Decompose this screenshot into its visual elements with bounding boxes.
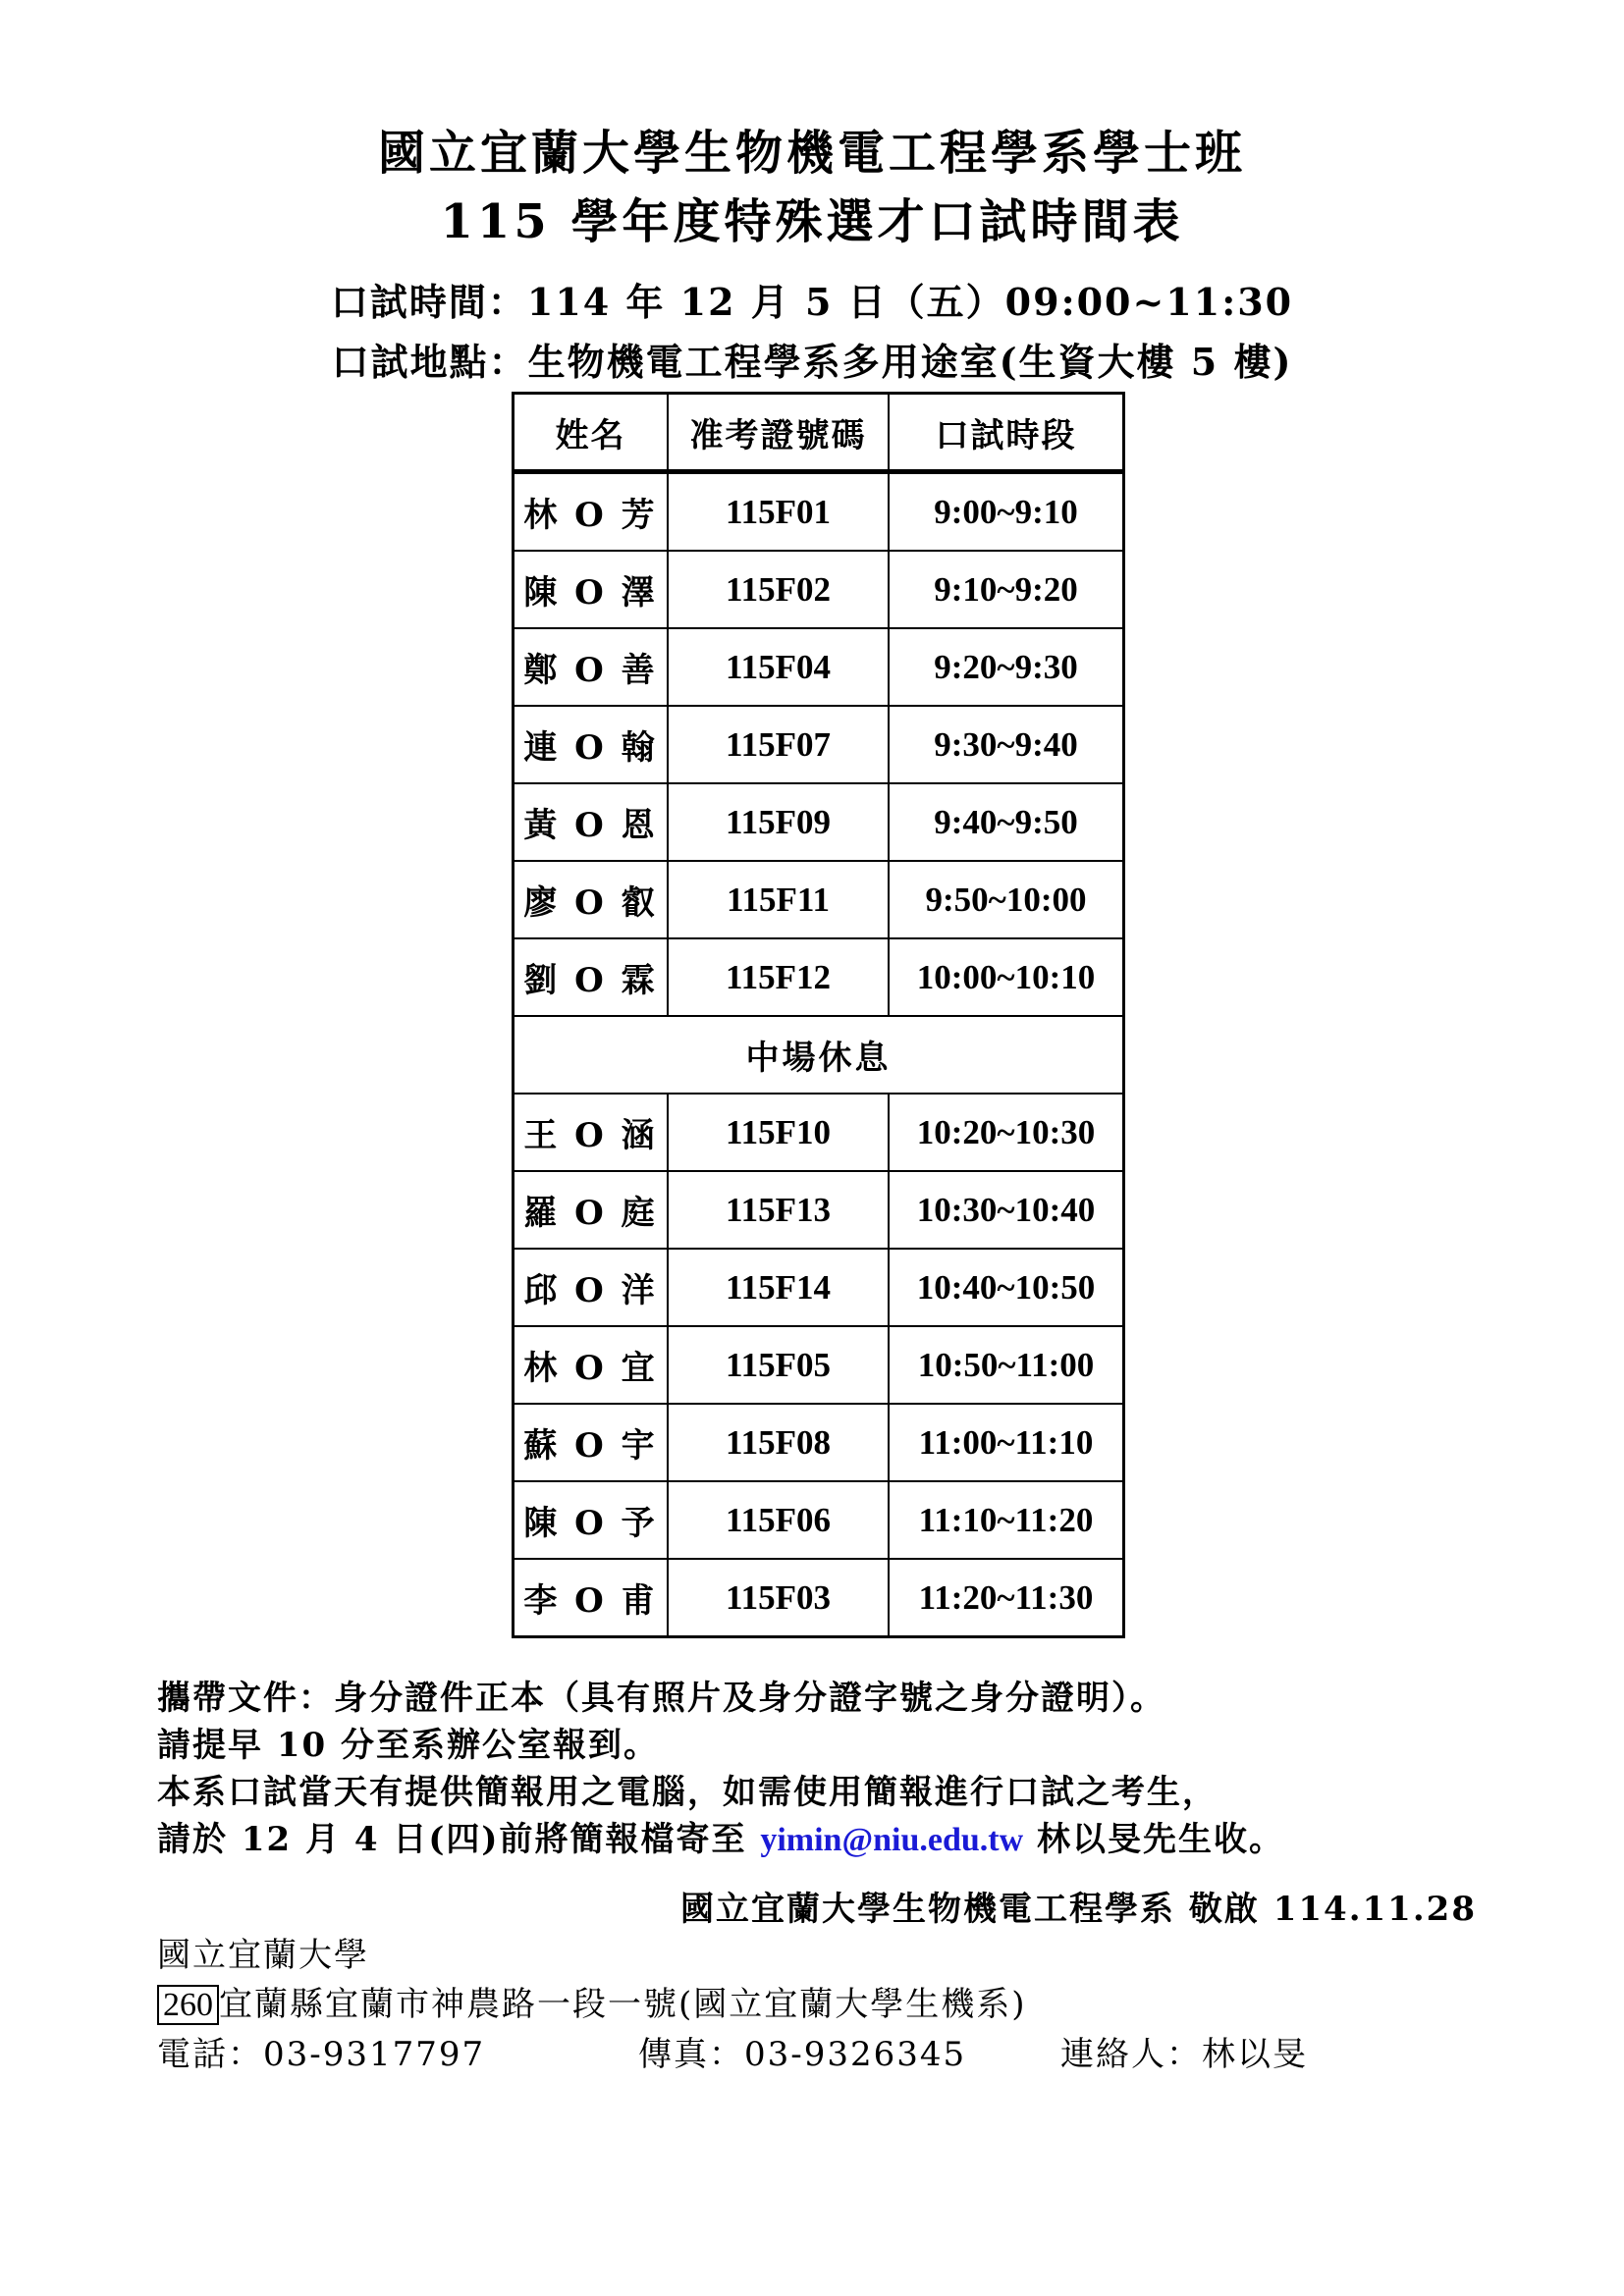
cell-time: 9:40~9:50: [889, 783, 1124, 861]
cell-name: 林 O 芳: [514, 472, 669, 552]
footer-fax: 傳真：03-9326345: [638, 2035, 967, 2074]
note-send-suffix: 林以旻先生收。: [1037, 1820, 1284, 1859]
break-row: [514, 1016, 1124, 1094]
footer-address: 宜蘭縣宜蘭市神農路一段一號(國立宜蘭大學生機系): [219, 1985, 1027, 2024]
page-title-line2: 115 學年度特殊選才口試時間表: [440, 194, 1184, 249]
email-link[interactable]: yimin@niu.edu.tw: [760, 1822, 1024, 1858]
column-header-name: 姓名: [514, 394, 669, 472]
table-row: [514, 1481, 1124, 1559]
cell-name: 邱 O 洋: [514, 1249, 669, 1326]
table-row: [514, 706, 1124, 783]
cell-time: 11:20~11:30: [889, 1559, 1124, 1637]
cell-id: 115F11: [668, 861, 889, 938]
cell-id: 115F14: [668, 1249, 889, 1326]
cell-id: 115F09: [668, 783, 889, 861]
cell-id: 115F08: [668, 1404, 889, 1481]
cell-name: 廖 O 叡: [514, 861, 669, 938]
cell-time: 10:30~10:40: [889, 1171, 1124, 1249]
table-header-row: [514, 394, 1124, 472]
cell-id: 115F13: [668, 1171, 889, 1249]
table-row: [514, 1171, 1124, 1249]
column-header-id: 准考證號碼: [668, 394, 889, 472]
column-header-time: 口試時段: [889, 394, 1124, 472]
footer-contact-row: [157, 2030, 1434, 2079]
cell-time: 11:00~11:10: [889, 1404, 1124, 1481]
cell-name: 陳 O 予: [514, 1481, 669, 1559]
cell-id: 115F05: [668, 1326, 889, 1404]
table-row: [514, 1559, 1124, 1637]
note-computer: 本系口試當天有提供簡報用之電腦，如需使用簡報進行口試之考生，: [157, 1773, 1218, 1812]
cell-time: 10:00~10:10: [889, 938, 1124, 1016]
table-row: [514, 1094, 1124, 1171]
table-row: [514, 1249, 1124, 1326]
cell-name: 劉 O 霖: [514, 938, 669, 1016]
break-label: 中場休息: [514, 1016, 1124, 1094]
footer-org: 國立宜蘭大學: [157, 1936, 369, 1975]
cell-time: 9:10~9:20: [889, 551, 1124, 628]
note-send-slides: [157, 1816, 1492, 1864]
cell-name: 羅 O 庭: [514, 1171, 669, 1249]
cell-time: 10:50~11:00: [889, 1326, 1124, 1404]
cell-id: 115F10: [668, 1094, 889, 1171]
signature: 國立宜蘭大學生物機電工程學系 敬啟 114.11.28: [680, 1890, 1477, 1929]
table-row: [514, 1326, 1124, 1404]
footer: [157, 1931, 1434, 2079]
cell-name: 王 O 涵: [514, 1094, 669, 1171]
table-row: [514, 472, 1124, 552]
cell-id: 115F07: [668, 706, 889, 783]
zip-code: 260: [157, 1985, 219, 2025]
cell-id: 115F06: [668, 1481, 889, 1559]
table-row: [514, 1404, 1124, 1481]
note-documents: 攜帶文件：身分證件正本（具有照片及身分證字號之身分證明）。: [157, 1679, 1165, 1718]
cell-name: 林 O 宜: [514, 1326, 669, 1404]
cell-id: 115F02: [668, 551, 889, 628]
table-row: [514, 938, 1124, 1016]
table-row: [514, 628, 1124, 706]
schedule-table: [512, 392, 1125, 1638]
footer-contact: 連絡人：林以旻: [1060, 2035, 1308, 2074]
cell-id: 115F03: [668, 1559, 889, 1637]
cell-id: 115F04: [668, 628, 889, 706]
note-report-early: 請提早 10 分至系辦公室報到。: [157, 1726, 659, 1765]
cell-name: 黃 O 恩: [514, 783, 669, 861]
table-row: [514, 783, 1124, 861]
cell-name: 陳 O 澤: [514, 551, 669, 628]
cell-time: 9:00~9:10: [889, 472, 1124, 552]
cell-name: 鄭 O 善: [514, 628, 669, 706]
note-send-prefix: 請於 12 月 4 日(四)前將簡報檔寄至: [157, 1820, 747, 1859]
cell-time: 9:30~9:40: [889, 706, 1124, 783]
cell-time: 10:40~10:50: [889, 1249, 1124, 1326]
footer-address-row: [157, 1980, 1434, 2030]
cell-name: 蘇 O 宇: [514, 1404, 669, 1481]
cell-time: 9:20~9:30: [889, 628, 1124, 706]
cell-name: 連 O 翰: [514, 706, 669, 783]
exam-time: 口試時間：114 年 12 月 5 日（五）09:00~11:30: [330, 280, 1294, 324]
exam-place: 口試地點：生物機電工程學系多用途室(生資大樓 5 樓): [331, 340, 1293, 384]
cell-time: 10:20~10:30: [889, 1094, 1124, 1171]
cell-time: 9:50~10:00: [889, 861, 1124, 938]
table-row: [514, 551, 1124, 628]
cell-name: 李 O 甫: [514, 1559, 669, 1637]
footer-phone: 電話：03-9317797: [157, 2035, 486, 2074]
cell-time: 11:10~11:20: [889, 1481, 1124, 1559]
notes-section: [157, 1675, 1492, 1864]
table-row: [514, 861, 1124, 938]
cell-id: 115F01: [668, 472, 889, 552]
page-title-line1: 國立宜蘭大學生物機電工程學系學士班: [377, 126, 1246, 181]
cell-id: 115F12: [668, 938, 889, 1016]
